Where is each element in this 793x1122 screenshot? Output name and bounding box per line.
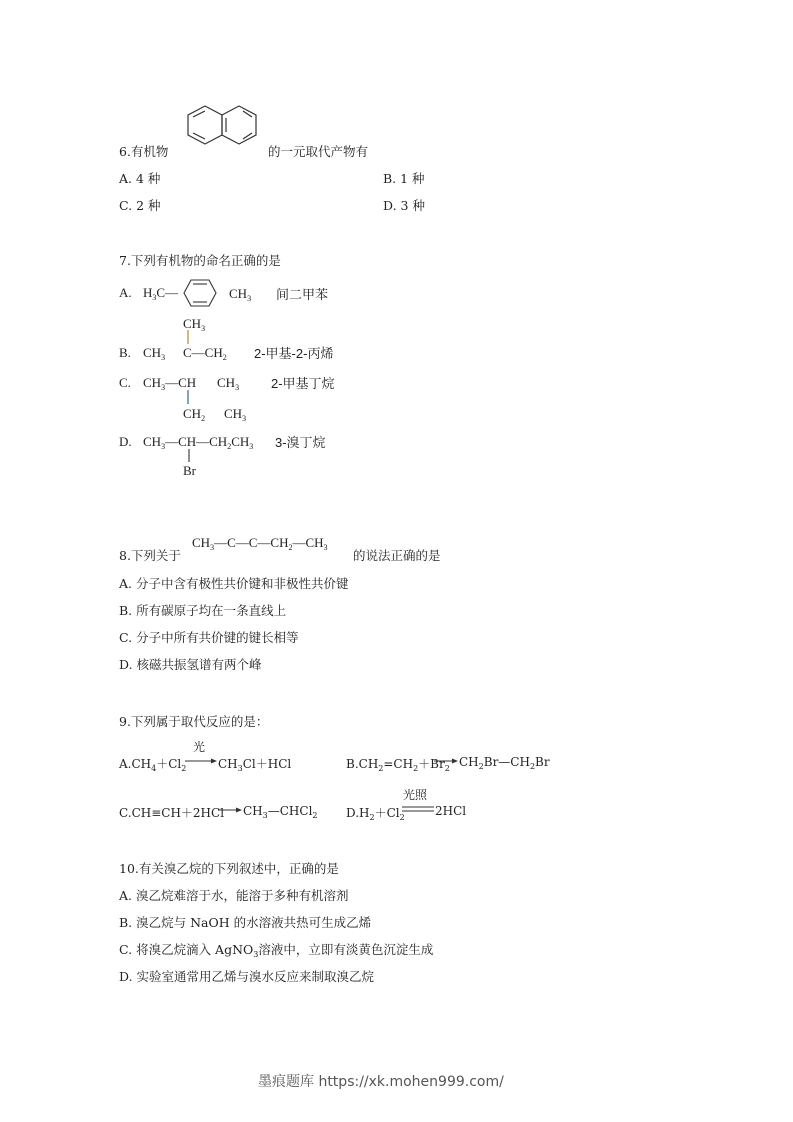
q7-a-left: $H_3C—$ <box>143 285 179 302</box>
q7-c-label: C. <box>119 375 131 390</box>
q7-c-below1: $CH_2$ <box>183 406 206 423</box>
q8-stem-before: 8.下列关于 <box>119 548 181 563</box>
q7-stem: 7.下列有机物的命名正确的是 <box>119 253 281 268</box>
q9-option-d-right: 2HCl <box>435 804 467 818</box>
benzene-ring-icon <box>182 278 218 308</box>
q9-d-condition: 光照 <box>403 788 428 802</box>
q10-option-d: D. 实验室通常用乙烯与溴水反应来制取溴乙烷 <box>119 969 375 984</box>
q6-option-c: C. 2 种 <box>119 198 161 213</box>
q7-c-name: 2-甲基丁烷 <box>271 376 335 391</box>
q10-stem: 10.有关溴乙烷的下列叙述中，正确的是 <box>119 861 339 876</box>
footer-watermark-link[interactable]: 墨痕题库 https://xk.mohen999.com/ <box>258 1074 504 1090</box>
q9-a-condition: 光 <box>193 740 206 754</box>
q9-option-c-right: $CH_3—CHCl_2$ <box>243 804 318 820</box>
q8-option-c: C. 分子中所有共价键的键长相等 <box>119 630 299 645</box>
q7-b-name: 2-甲基-2-丙烯 <box>254 346 334 361</box>
reaction-arrow-icon <box>218 806 242 814</box>
q9-option-b-left: $B.CH_2=CH_2+Br_2$ <box>346 757 450 773</box>
q7-d-bond <box>187 449 191 462</box>
q8-stem-after: 的说法正确的是 <box>353 548 441 563</box>
reaction-arrow-icon <box>434 757 458 765</box>
q7-c-bond <box>186 390 190 404</box>
q10-option-b: B. 溴乙烷与 NaOH 的水溶液共热可生成乙烯 <box>119 915 372 930</box>
q7-a-name: 间二甲苯 <box>276 287 329 302</box>
q7-d-br: Br <box>183 463 196 478</box>
q9-stem: 9.下列属于取代反应的是： <box>119 714 269 729</box>
q9-option-b-right: $CH_2Br—CH_2Br$ <box>459 755 550 771</box>
q6-option-a: A. 4 种 <box>119 171 161 186</box>
q9-option-c-left: C.CH≡CH＋2HCl <box>119 806 225 820</box>
q7-b-bond <box>186 330 190 344</box>
q7-d-formula: $CH_3—CH—CH_2CH_3$ <box>143 434 254 451</box>
q9-option-d-left: $D.H_2+Cl_2$ <box>346 806 405 822</box>
q9-option-a-right: $CH_3Cl+HCl$ <box>218 757 292 773</box>
q7-c-ch3: $CH_3$ <box>217 375 240 392</box>
q7-c-below2: $CH_3$ <box>224 406 247 423</box>
q7-b-top: $CH_3$ <box>183 316 206 333</box>
q8-option-d: D. 核磁共振氢谱有两个峰 <box>119 657 262 672</box>
q8-formula: $CH_3—C—C—CH_2—CH_3$ <box>192 535 328 552</box>
naphthalene-structure-icon <box>185 100 265 155</box>
q7-d-name: 3-溴丁烷 <box>275 435 326 450</box>
q6-stem-before: 6.有机物 <box>119 144 169 159</box>
q7-b-ch3: $CH_3$ <box>143 345 166 362</box>
q7-c-main: $CH_3—CH$ <box>143 375 197 392</box>
q6-stem-after: 的一元取代产物有 <box>268 144 369 159</box>
q7-a-right: $CH_3$ <box>229 286 252 303</box>
reaction-arrow-icon <box>185 757 217 765</box>
q8-option-b: B. 所有碳原子均在一条直线上 <box>119 603 287 618</box>
q7-b-label: B. <box>119 345 131 360</box>
q10-option-a: A. 溴乙烷难溶于水，能溶于多种有机溶剂 <box>119 888 349 903</box>
q7-a-label: A. <box>119 285 132 300</box>
q7-d-label: D. <box>119 434 132 449</box>
equals-sign-icon <box>402 805 434 813</box>
q6-option-b: B. 1 种 <box>383 171 425 186</box>
q10-option-c: C. 将溴乙烷滴入 AgNO$_3$溶液中，立即有淡黄色沉淀生成 <box>119 942 434 959</box>
q7-b-center: $C—CH_2$ <box>183 345 227 362</box>
q9-option-a-left: $A.CH_4+Cl_2$ <box>119 757 187 773</box>
q6-option-d: D. 3 种 <box>383 198 425 213</box>
q8-option-a: A. 分子中含有极性共价键和非极性共价键 <box>119 576 349 591</box>
